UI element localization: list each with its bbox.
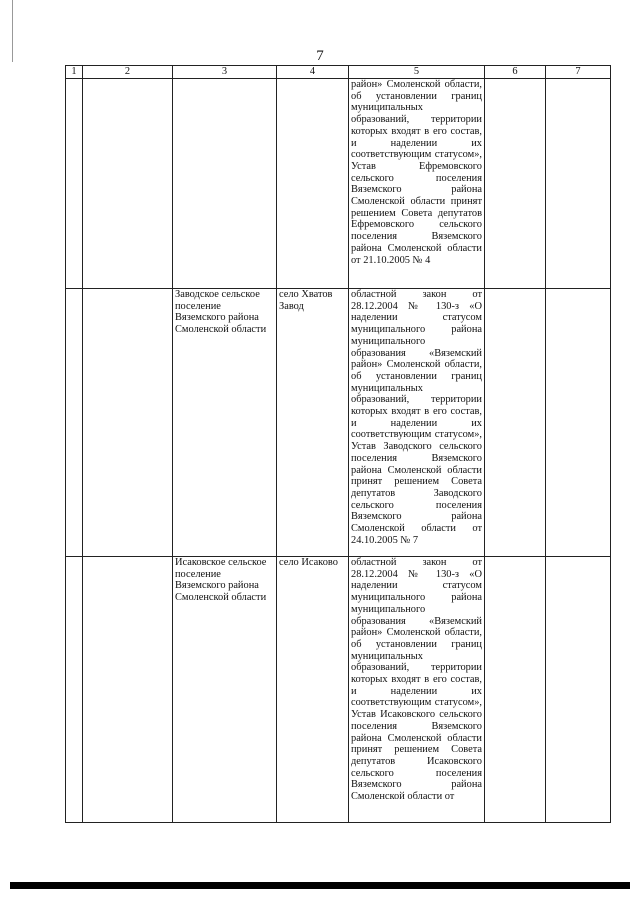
row-number-cell <box>66 557 83 823</box>
column-header: 5 <box>349 66 485 79</box>
column-header: 6 <box>485 66 546 79</box>
column-header: 2 <box>83 66 173 79</box>
column-number-row <box>66 66 611 79</box>
table-row <box>66 289 611 557</box>
cell-col2 <box>83 557 173 823</box>
settlement-name-cell <box>173 79 277 289</box>
column-header: 1 <box>66 66 83 79</box>
admin-center-cell: село Хватов Завод <box>277 289 349 557</box>
admin-center-cell: село Исаково <box>277 557 349 823</box>
column-header: 4 <box>277 66 349 79</box>
cell-col2 <box>83 289 173 557</box>
cell-col2 <box>83 79 173 289</box>
scan-bottom-bar <box>10 882 630 889</box>
table-row <box>66 557 611 823</box>
cell-col6 <box>485 79 546 289</box>
cell-col7 <box>546 289 611 557</box>
cell-col7 <box>546 557 611 823</box>
page-number: 7 <box>316 48 324 64</box>
municipalities-table <box>65 65 611 823</box>
table-row <box>66 79 611 289</box>
column-header: 3 <box>173 66 277 79</box>
admin-center-cell <box>277 79 349 289</box>
legal-basis-cell: областной закон от 28.12.2004 № 130-з «О наделении статусом муниципального района муниципального образования «Вяземский район» Смоленской области, об установлении границ муниципальных образований, территории которых входят в его состав, и наделении их соответствующим статусом», Устав Исаковского сельского поселения Вяземского района Смоленской области принят решением Совета депутатов Исаковского сельского поселения Вяземского района Смоленской области от <box>349 557 485 823</box>
row-number-cell <box>66 79 83 289</box>
cell-col6 <box>485 557 546 823</box>
legal-basis-cell: областной закон от 28.12.2004 № 130-з «О наделении статусом муниципального района муниципального образования «Вяземский район» Смоленской области, об установлении границ муниципальных образований, территории которых входят в его состав, и наделении их соответствующим статусом», Устав Заводского сельского поселения Вяземского района Смоленской области принят решением Совета депутатов Заводского сельского поселения Вяземского района Смоленской области от 24.10.2005 № 7 <box>349 289 485 557</box>
cell-col7 <box>546 79 611 289</box>
settlement-name-cell: Заводское сельское поселение Вяземского района Смоленской области <box>173 289 277 557</box>
cell-col6 <box>485 289 546 557</box>
column-header: 7 <box>546 66 611 79</box>
settlement-name-cell: Исаковское сельское поселение Вяземского района Смоленской области <box>173 557 277 823</box>
legal-basis-cell: район» Смоленской области, об установлении границ муниципальных образований, территории которых входят в его состав, и наделении их соответствующим статусом», Устав Ефремовского сельского поселения Вяземского района Смоленской области принят решением Совета депутатов Ефремовского сельского поселения Вяземского района Смоленской области от 21.10.2005 № 4 <box>349 79 485 289</box>
row-number-cell <box>66 289 83 557</box>
